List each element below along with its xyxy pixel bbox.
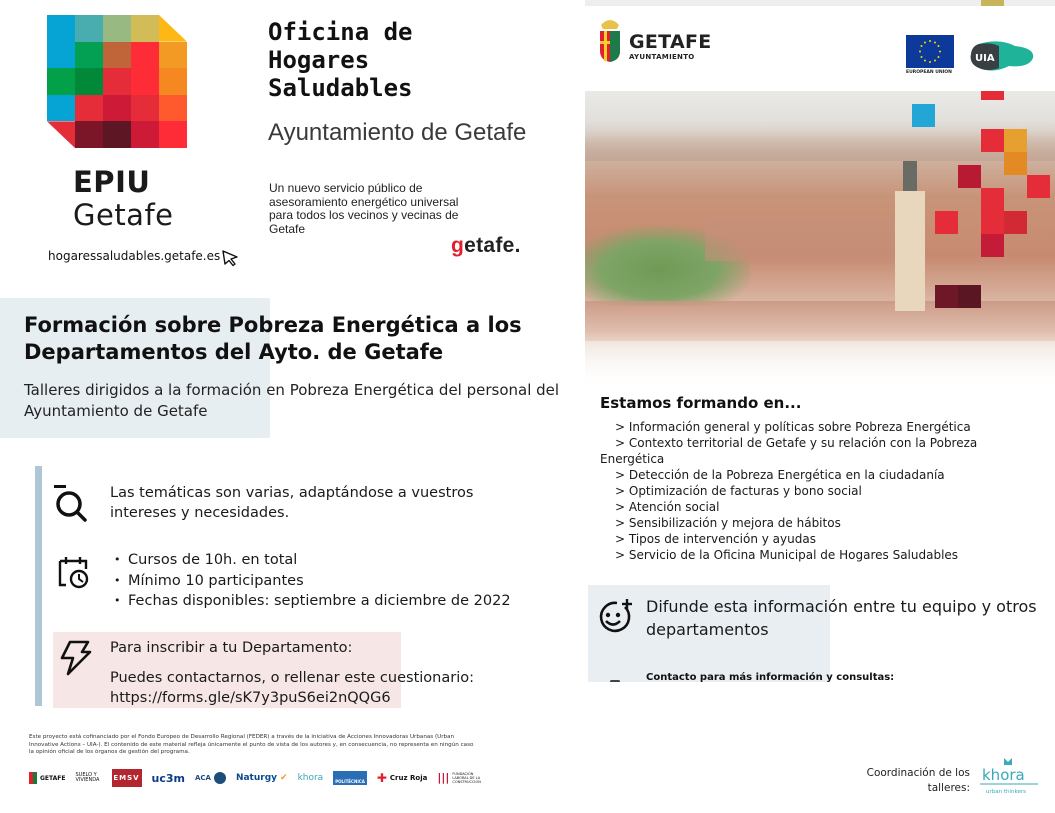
- forming-topic-item: > Optimización de facturas y bono social: [615, 484, 862, 498]
- forming-topic-item-wrap: Energética: [600, 452, 665, 466]
- forming-topic-item: > Información general y políticas sobre Pobreza Energética: [615, 420, 971, 434]
- lightning-bolt-icon: [56, 638, 96, 678]
- brand-g: g: [451, 234, 465, 257]
- sponsor-label: FUNDACIÓN LABORAL DE LA CONSTRUCCIÓN: [452, 772, 481, 784]
- sponsor-naturgy-logo: [236, 773, 288, 783]
- forming-topics-list: [600, 419, 1035, 563]
- sponsor-cruz-roja-logo: [377, 771, 427, 785]
- form-link[interactable]: https://forms.gle/sK7y3puS6ei2nQQG6: [110, 690, 391, 706]
- logo-cell: [75, 42, 103, 69]
- sponsor-fundacion-laboral-logo: [437, 771, 481, 784]
- red-cross-icon: ✚: [376, 771, 387, 785]
- logo-cell: [159, 95, 187, 122]
- contact-label: Contacto para más información y consultas:: [646, 672, 895, 682]
- fundacion-bars-icon: |||: [437, 771, 450, 784]
- getafe-crest-icon: [597, 15, 623, 63]
- decorative-pixel: [981, 234, 1004, 257]
- decorative-pixel: [981, 211, 1004, 234]
- forming-topic-item: > Sensibilización y mejora de hábitos: [615, 516, 841, 530]
- course-detail-item: • Mínimo 10 participantes: [114, 571, 511, 592]
- inscribe-instructions: Puedes contactarnos, o rellenar este cuestionario:: [110, 670, 474, 686]
- epiu-logo-subname: Getafe: [73, 198, 174, 232]
- decorative-pixel: [912, 104, 935, 127]
- logo-cell: [47, 95, 75, 122]
- sponsor-aca-logo: [195, 772, 226, 784]
- forming-topic-item: > Tipos de intervención y ayudas: [615, 532, 816, 546]
- sponsor-uc3m-logo: uc3m: [151, 771, 185, 785]
- ayuntamiento-title: Ayuntamiento de Getafe: [268, 119, 527, 146]
- getafe-city-sub: AYUNTAMIENTO: [629, 53, 695, 61]
- office-title: Oficina de Hogares Saludables: [268, 18, 413, 102]
- sponsor-khora-logo: khora: [297, 773, 324, 783]
- logo-cell: [47, 42, 75, 69]
- sponsor-label: Naturgy: [235, 773, 278, 783]
- eu-label: EUROPEAN UNION: [906, 70, 952, 75]
- contact-icon: [610, 680, 620, 682]
- logo-cell: [103, 42, 131, 69]
- service-description: Un nuevo servicio público de asesoramiento energético universal para todos los vecinos y vecinas de Getafe: [269, 181, 459, 236]
- previous-page-pixel: [981, 0, 1004, 6]
- decorative-pixel: [1004, 152, 1027, 175]
- sponsor-label: Cruz Roja: [389, 774, 428, 782]
- course-detail-item: • Cursos de 10h. en total: [114, 550, 511, 571]
- cursor-arrow-icon: [220, 248, 240, 268]
- logo-cell: [103, 121, 131, 148]
- sponsor-politecnica-logo: POLITÉCNICA: [333, 771, 367, 785]
- logo-cell: [103, 95, 131, 122]
- logo-cell: [159, 15, 187, 42]
- logo-cell: [47, 68, 75, 95]
- decorative-pixel: [1027, 175, 1050, 198]
- decorative-pixel: [958, 165, 981, 188]
- logo-cell: [47, 15, 75, 42]
- sponsor-getafe-logo: [29, 772, 66, 784]
- eu-flag-icon: [906, 35, 954, 68]
- logo-cell: [131, 15, 159, 42]
- main-subtitle: Talleres dirigidos a la formación en Pobreza Energética del personal del Ayuntamiento de Getafe: [24, 381, 560, 420]
- logo-cell: [75, 121, 103, 148]
- topics-text: Las temáticas son varias, adaptándose a vuestros intereses y necesidades.: [110, 485, 474, 521]
- epiu-logo-name: EPIU: [73, 165, 151, 199]
- course-details-list: [114, 550, 511, 612]
- svg-text:urban thinkers: urban thinkers: [986, 789, 1026, 795]
- getafe-city-name: GETAFE: [629, 31, 712, 53]
- decorative-pixel: [981, 188, 1004, 211]
- sponsor-suelo-vivienda-logo: SUELO Y VIVIENDA: [75, 772, 100, 783]
- svg-text:UIA: UIA: [975, 53, 995, 64]
- logo-cell: [131, 68, 159, 95]
- logo-cell: [75, 95, 103, 122]
- logo-cell: [47, 121, 75, 148]
- forming-topic-item: > Servicio de la Oficina Municipal de Hogares Saludables: [615, 548, 959, 562]
- logo-cell: [75, 68, 103, 95]
- calendar-clock-icon: [56, 553, 96, 593]
- sponsor-label: ACA: [194, 774, 211, 782]
- decorative-pixel: [1004, 211, 1027, 234]
- khora-logo-icon: [980, 756, 1038, 796]
- logo-cell: [159, 42, 187, 69]
- course-detail-item: • Fechas disponibles: septiembre a diciembre de 2022: [114, 591, 511, 612]
- decorative-pixel: [935, 211, 958, 234]
- getafe-crest-icon: [29, 772, 37, 784]
- right-flyer-page: [585, 0, 1055, 813]
- forming-topic-item: > Atención social: [615, 500, 720, 514]
- decorative-pixel: [935, 285, 958, 308]
- feder-disclaimer: Este proyecto está cofinanciado por el Fondo Europeo de Desarrollo Regional (FEDER) a través de la iniciativa de Acciones Innovadoras Urbanas (Urban Innovative Actions – UIA-). El contenido de este material refleja únicamente el punto de vista de los autores y, en consecuencia, no representa en ningún caso la opinión oficial de los órganos de gestión del programa.: [29, 734, 474, 756]
- main-title: Formación sobre Pobreza Energética a los Departamentos del Ayto. de Getafe: [24, 313, 522, 364]
- logo-cell: [75, 15, 103, 42]
- svg-text:khora: khora: [982, 766, 1025, 784]
- forming-title: Estamos formando en...: [600, 394, 802, 412]
- logo-cell: [159, 68, 187, 95]
- coordination-label: Coordinación de los talleres:: [866, 767, 970, 794]
- share-text: Difunde esta información entre tu equipo y otros departamentos: [646, 597, 1037, 639]
- smiley-plus-icon: [597, 597, 635, 635]
- sponsor-emsv-logo: EMSV: [112, 769, 142, 787]
- getafe-brand-logo: [451, 234, 521, 258]
- decorative-pixel: [958, 285, 981, 308]
- website-link[interactable]: hogaressaludables.getafe.es: [48, 249, 221, 263]
- logo-cell: [103, 15, 131, 42]
- brand-rest: etafe.: [464, 234, 521, 257]
- uia-logo-icon: [969, 40, 1037, 73]
- forming-topic-item: > Detección de la Pobreza Energética en la ciudadanía: [615, 468, 945, 482]
- aca-dot-icon: [214, 772, 226, 784]
- inscribe-title: Para inscribir a tu Departamento:: [110, 640, 353, 656]
- logo-cell: [131, 121, 159, 148]
- logo-cell: [159, 121, 187, 148]
- logo-cell: [131, 42, 159, 69]
- forming-topic-item: > Contexto territorial de Getafe y su relación con la Pobreza: [615, 436, 978, 450]
- decorative-pixel: [981, 91, 1004, 100]
- logo-cell: [103, 68, 131, 95]
- sponsor-label: GETAFE: [40, 774, 66, 782]
- accent-side-bar: [35, 466, 42, 706]
- logo-cell: [131, 95, 159, 122]
- epiu-logo-icon: [47, 15, 187, 148]
- contact-row: [585, 666, 1055, 682]
- sponsor-logos-row: [29, 768, 489, 788]
- naturgy-flame-icon: ✔: [280, 773, 288, 783]
- inscribe-text: [110, 668, 490, 708]
- decorative-pixel: [1004, 129, 1027, 152]
- search-list-icon: [52, 482, 92, 522]
- decorative-pixel: [981, 129, 1004, 152]
